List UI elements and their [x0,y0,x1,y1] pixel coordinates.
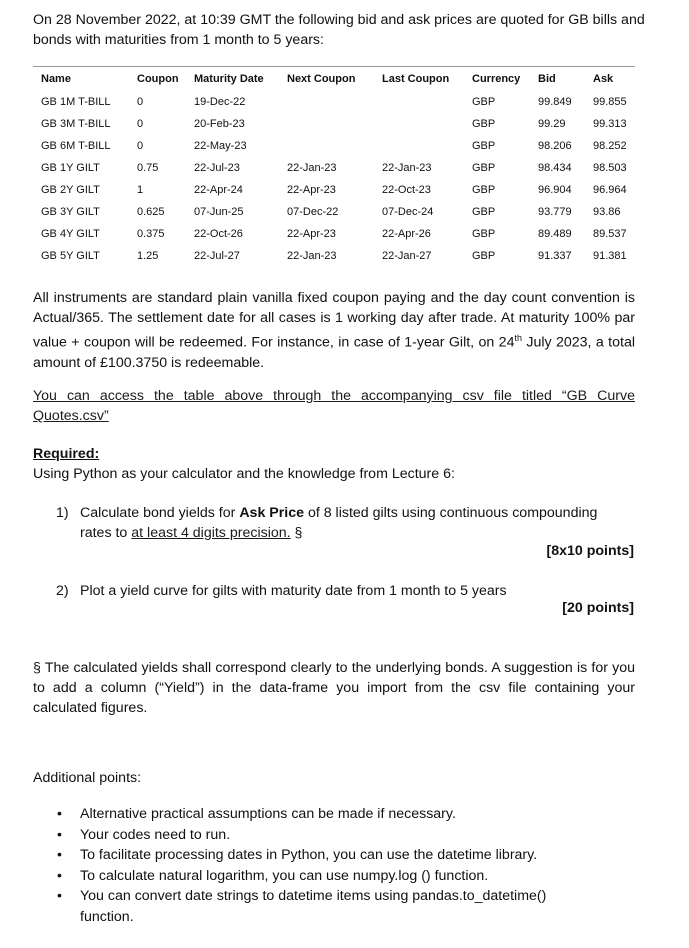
csv-file-note [33,386,635,426]
cell-bid: 98.434 [538,162,572,174]
question-1-text [80,503,628,543]
question-1-mid: of 8 listed gilts using continuous compounding rates to [80,505,598,541]
cell-maturity-date: 22-Jul-27 [194,250,240,262]
cell-bid: 89.489 [538,228,572,240]
cell-currency: GBP [472,184,496,196]
table-row [33,223,635,245]
list-item [33,866,653,887]
list-item [33,845,653,866]
cell-currency: GBP [472,228,496,240]
question-2-number: 2) [56,583,69,599]
cell-last-coupon: 07-Dec-24 [382,206,434,218]
cell-last-coupon: 22-Oct-23 [382,184,431,196]
bullet-icon: • [57,847,62,863]
bullet-icon: • [57,826,62,843]
cell-bid: 96.904 [538,184,572,196]
cell-ask: 98.503 [593,162,627,174]
cell-maturity-date: 19-Dec-22 [194,96,246,108]
cell-coupon: 0 [137,118,144,130]
cell-next-coupon: 22-Apr-23 [287,228,336,240]
quotes-table-container [33,66,635,267]
cell-name: GB 3Y GILT [41,206,100,218]
cell-name: GB 3M T-BILL [41,118,111,130]
cell-coupon: 0 [137,96,144,108]
cell-coupon: 0 [137,140,144,152]
cell-bid: 99.849 [538,96,572,108]
header-ask: Ask [593,73,614,85]
list-item-text: You can convert date strings to datetime items using pandas.to_datetime() [80,888,547,904]
table-row [33,201,635,223]
cell-next-coupon: 22-Jan-23 [287,162,337,174]
intro-paragraph: On 28 November 2022, at 10:39 GMT the following bid and ask prices are quoted for GB bills and bonds with maturities from 1 month to 5 years: [33,12,645,48]
required-heading: Required: [33,446,100,462]
list-item-text: Your codes need to run. [80,826,231,843]
required-section [33,444,635,484]
question-2-points: [20 points] [562,600,634,616]
required-subtitle: Using Python as your calculator and the knowledge from Lecture 6: [33,466,455,482]
cell-coupon: 0.75 [137,162,159,174]
cell-name: GB 4Y GILT [41,228,100,240]
cell-next-coupon: 07-Dec-22 [287,206,339,218]
question-1-post: § [290,525,303,541]
cell-last-coupon: 22-Jan-27 [382,250,432,262]
cell-name: GB 1M T-BILL [41,96,111,108]
question-1-bold: Ask Price [239,505,304,521]
table-row [33,179,635,201]
list-item [33,825,653,846]
table-row [33,245,635,267]
cell-name: GB 1Y GILT [41,162,100,174]
cell-bid: 91.337 [538,250,572,262]
header-next-coupon: Next Coupon [287,73,356,85]
list-item-text: To calculate natural logarithm, you can use numpy.log () function. [80,867,489,884]
cell-ask: 93.86 [593,206,621,218]
cell-name: GB 5Y GILT [41,250,100,262]
question-1-points: [8x10 points] [546,543,634,559]
table-row [33,113,635,135]
cell-ask: 99.313 [593,118,627,130]
cell-ask: 89.537 [593,228,627,240]
csv-file-link-text: You can access the table above through the accompanying csv file titled “GB Curve Quotes.csv” [33,388,635,424]
cell-currency: GBP [472,250,496,262]
list-item [33,886,653,907]
cell-coupon: 1.25 [137,250,159,262]
cell-currency: GBP [472,96,496,108]
assumptions-text-end: July 2023, a total amount of £100.3750 is redeemable. [33,334,635,371]
header-maturity-date: Maturity Date [194,73,264,85]
header-coupon: Coupon [137,73,179,85]
footnote-paragraph: § The calculated yields shall correspond clearly to the underlying bonds. A suggestion is for you to add a column (“Yield”) in the data-frame you import from the csv file containing your calculated figures. [33,660,635,716]
cell-maturity-date: 22-Oct-26 [194,228,243,240]
question-1-pre: Calculate bond yields for [80,505,240,521]
list-item-text: Alternative practical assumptions can be made if necessary. [80,806,456,822]
ordinal-suffix: th [514,333,522,343]
cell-currency: GBP [472,162,496,174]
list-item-continuation [33,907,653,928]
cell-ask: 96.964 [593,184,627,196]
cell-currency: GBP [472,206,496,218]
cell-maturity-date: 22-Apr-24 [194,184,243,196]
cell-last-coupon [374,113,464,135]
cell-coupon: 1 [137,184,144,196]
question-1-underlined: at least 4 digits precision. [131,525,291,541]
cell-bid: 99.29 [538,118,566,130]
cell-currency: GBP [472,140,496,152]
cell-name: GB 6M T-BILL [41,140,111,152]
header-currency: Currency [472,73,521,85]
cell-coupon: 0.625 [137,206,165,218]
table-row [33,91,635,113]
cell-currency: GBP [472,118,496,130]
cell-coupon: 0.375 [137,228,165,240]
list-item-text: To facilitate processing dates in Python, you can use the datetime library. [80,847,538,863]
header-bid: Bid [538,73,556,85]
table-row [33,135,635,157]
list-item [33,804,653,825]
table-row [33,157,635,179]
cell-bid: 93.779 [538,206,572,218]
cell-bid: 98.206 [538,140,572,152]
cell-ask: 91.381 [593,250,627,262]
additional-points-list [33,804,653,927]
cell-next-coupon [279,91,374,113]
cell-name: GB 2Y GILT [41,184,100,196]
assumptions-text: All instruments are standard plain vanilla fixed coupon paying and the day count convention is Actual/365. The settlement date for all cases is 1 working day after trade. At maturity 100% par value + coupon will be redeemed. For instance, in case of 1-year Gilt, on 24 [33,290,635,351]
cell-ask: 98.252 [593,140,627,152]
cell-maturity-date: 20-Feb-23 [194,118,245,130]
cell-last-coupon [374,91,464,113]
quotes-table [33,67,635,267]
cell-last-coupon: 22-Jan-23 [382,162,432,174]
assumptions-paragraph [33,288,635,373]
cell-last-coupon [374,135,464,157]
cell-next-coupon: 22-Jan-23 [287,250,337,262]
bullet-icon: • [57,888,62,904]
bullet-icon: • [57,806,62,822]
additional-points-title: Additional points: [33,770,142,786]
list-item-text: function. [80,908,134,925]
cell-next-coupon [279,135,374,157]
question-1-number: 1) [56,505,69,521]
question-2-text: Plot a yield curve for gilts with maturity date from 1 month to 5 years [80,583,507,599]
cell-next-coupon [279,113,374,135]
header-last-coupon: Last Coupon [382,73,450,85]
cell-next-coupon: 22-Apr-23 [287,184,336,196]
cell-maturity-date: 07-Jun-25 [194,206,244,218]
header-name: Name [41,73,71,85]
cell-ask: 99.855 [593,96,627,108]
cell-maturity-date: 22-May-23 [194,140,247,152]
table-header-row [33,67,635,91]
cell-maturity-date: 22-Jul-23 [194,162,240,174]
bullet-icon: • [57,867,62,884]
cell-last-coupon: 22-Apr-26 [382,228,431,240]
